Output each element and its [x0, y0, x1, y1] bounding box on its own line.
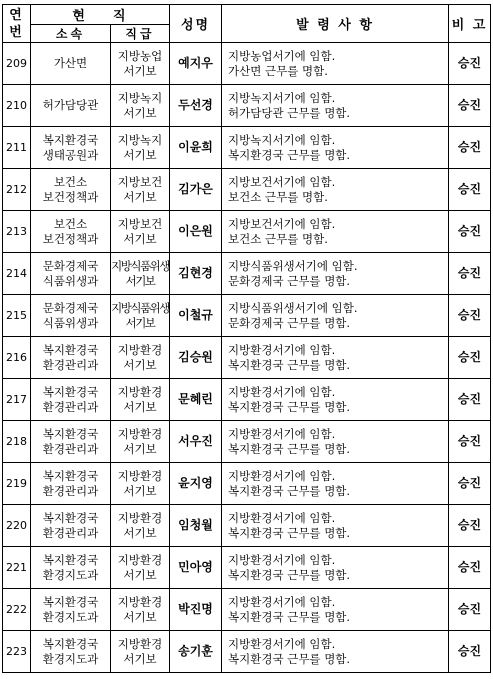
row-dept: [31, 631, 111, 673]
table-row: [3, 547, 491, 589]
row-number: 222: [3, 589, 31, 631]
row-dept: [31, 337, 111, 379]
row-dept-line: 복지환경국: [42, 636, 99, 651]
row-dept: [31, 463, 111, 505]
row-rank-line: 서기보: [125, 315, 155, 330]
row-number: 219: [3, 463, 31, 505]
header-name: 성명: [170, 5, 222, 43]
header-note: 비 고: [449, 5, 491, 43]
table-row: [3, 169, 491, 211]
row-number: 212: [3, 169, 31, 211]
row-order-line: 허가담당관 근무를 명함.: [228, 105, 351, 120]
row-order: [222, 337, 449, 379]
row-name: 윤지영: [170, 463, 222, 505]
table-row: [3, 43, 491, 85]
row-dept-line: 환경지도과: [42, 651, 99, 666]
row-dept-line: 환경지도과: [42, 609, 99, 624]
table-row: [3, 421, 491, 463]
row-dept: [31, 85, 111, 127]
row-rank: [111, 85, 170, 127]
row-name: 박진명: [170, 589, 222, 631]
row-name: 송기훈: [170, 631, 222, 673]
row-number: 214: [3, 253, 31, 295]
row-dept-line: 복지환경국: [42, 468, 99, 483]
row-rank-line: 서기보: [123, 357, 157, 372]
row-note: 승진: [449, 169, 491, 211]
row-number: 223: [3, 631, 31, 673]
row-order-line: 보건소 근무를 명함.: [228, 231, 328, 246]
row-order-line: 문화경제국 근무를 명함.: [228, 315, 351, 330]
appointment-table: [2, 4, 491, 673]
row-rank: [111, 505, 170, 547]
row-note: 승진: [449, 421, 491, 463]
row-order-line: 복지환경국 근무를 명함.: [228, 525, 351, 540]
row-dept-line: 생태공원과: [42, 147, 99, 162]
row-rank-line: 서기보: [123, 63, 157, 78]
row-number: 211: [3, 127, 31, 169]
row-dept-line: 식품위생과: [42, 315, 99, 330]
row-order-line: 지방녹지서기에 임함.: [228, 90, 336, 105]
row-name: 이윤희: [170, 127, 222, 169]
row-dept: [31, 43, 111, 85]
row-rank: [111, 337, 170, 379]
table-row: [3, 295, 491, 337]
row-rank-line: 지방환경: [117, 552, 163, 567]
row-rank-line: 지방환경: [117, 384, 163, 399]
row-order-line: 지방환경서기에 임함.: [228, 342, 336, 357]
row-order-line: 복지환경국 근무를 명함.: [228, 483, 351, 498]
row-dept-line: 복지환경국: [42, 552, 99, 567]
row-order-line: 복지환경국 근무를 명함.: [228, 567, 351, 582]
row-dept-line: 복지환경국: [42, 594, 99, 609]
row-order-line: 지방환경서기에 임함.: [228, 594, 336, 609]
row-dept-line: 문화경제국: [42, 258, 99, 273]
row-order: [222, 85, 449, 127]
row-rank-line: 지방보건: [117, 174, 163, 189]
row-dept: [31, 421, 111, 463]
row-order-line: 지방식품위생서기에 임함.: [228, 258, 358, 273]
row-dept-line: 보건정책과: [42, 189, 99, 204]
row-order: [222, 547, 449, 589]
row-number: 221: [3, 547, 31, 589]
table-header: [3, 5, 491, 43]
row-name: 두선경: [170, 85, 222, 127]
row-order-line: 지방농업서기에 임함.: [228, 48, 336, 63]
row-rank-line: 지방환경: [117, 426, 163, 441]
row-order-line: 지방식품위생서기에 임함.: [228, 300, 358, 315]
row-order-line: 보건소 근무를 명함.: [228, 189, 328, 204]
row-dept-line: 환경관리과: [42, 357, 99, 372]
row-name: 김승원: [170, 337, 222, 379]
row-number: 220: [3, 505, 31, 547]
row-dept: [31, 253, 111, 295]
row-dept-line: 식품위생과: [42, 273, 99, 288]
row-rank-line: 지방환경: [117, 468, 163, 483]
row-order: [222, 421, 449, 463]
row-name: 임청월: [170, 505, 222, 547]
row-rank-line: 서기보: [123, 483, 157, 498]
row-dept: [31, 127, 111, 169]
row-dept: [31, 505, 111, 547]
row-rank-line: 서기보: [123, 441, 157, 456]
row-dept-line: 복지환경국: [42, 510, 99, 525]
row-note: 승진: [449, 85, 491, 127]
row-dept-line: 보건정책과: [42, 231, 99, 246]
row-rank-line: 서기보: [125, 273, 155, 288]
row-rank-line: 서기보: [123, 105, 157, 120]
row-rank-line: 지방환경: [117, 342, 163, 357]
header-order: 발 령 사 항: [222, 5, 449, 43]
row-dept-line: 복지환경국: [42, 384, 99, 399]
row-rank-line: 지방녹지: [117, 132, 163, 147]
row-rank-line: 지방식품위생: [111, 300, 169, 315]
row-rank: [111, 421, 170, 463]
row-order: [222, 211, 449, 253]
row-rank-line: 지방환경: [117, 594, 163, 609]
row-dept: [31, 295, 111, 337]
row-rank-line: 지방녹지: [117, 90, 163, 105]
row-dept: [31, 379, 111, 421]
table-row: [3, 379, 491, 421]
header-current-position: 현 직: [31, 5, 170, 25]
row-note: 승진: [449, 295, 491, 337]
row-rank: [111, 631, 170, 673]
row-order-line: 복지환경국 근무를 명함.: [228, 441, 351, 456]
row-dept-line: 복지환경국: [42, 132, 99, 147]
table-row: [3, 463, 491, 505]
table-row: [3, 505, 491, 547]
row-rank: [111, 127, 170, 169]
row-number: 215: [3, 295, 31, 337]
row-note: 승진: [449, 505, 491, 547]
row-number: 216: [3, 337, 31, 379]
row-order-line: 복지환경국 근무를 명함.: [228, 357, 351, 372]
row-rank-line: 서기보: [123, 609, 157, 624]
row-order-line: 복지환경국 근무를 명함.: [228, 147, 351, 162]
row-name: 김현경: [170, 253, 222, 295]
row-name: 이은원: [170, 211, 222, 253]
row-order-line: 복지환경국 근무를 명함.: [228, 651, 351, 666]
row-order: [222, 631, 449, 673]
row-note: 승진: [449, 589, 491, 631]
row-rank-line: 서기보: [123, 567, 157, 582]
row-order-line: 지방환경서기에 임함.: [228, 468, 336, 483]
row-note: 승진: [449, 379, 491, 421]
row-rank-line: 서기보: [123, 189, 157, 204]
row-order-line: 지방환경서기에 임함.: [228, 426, 336, 441]
row-order-line: 복지환경국 근무를 명함.: [228, 399, 351, 414]
row-rank: [111, 43, 170, 85]
row-order-line: 복지환경국 근무를 명함.: [228, 609, 351, 624]
row-order-line: 지방보건서기에 임함.: [228, 174, 336, 189]
table-row: [3, 211, 491, 253]
row-name: 서우진: [170, 421, 222, 463]
row-order-line: 지방환경서기에 임함.: [228, 552, 336, 567]
row-number: 213: [3, 211, 31, 253]
table-body: [3, 43, 491, 673]
row-dept-line: 복지환경국: [42, 426, 99, 441]
row-note: 승진: [449, 43, 491, 85]
row-note: 승진: [449, 127, 491, 169]
row-order-line: 지방환경서기에 임함.: [228, 636, 336, 651]
row-order: [222, 169, 449, 211]
row-dept: [31, 547, 111, 589]
table-row: [3, 589, 491, 631]
table-row: [3, 631, 491, 673]
row-rank: [111, 253, 170, 295]
row-note: 승진: [449, 547, 491, 589]
row-rank: [111, 589, 170, 631]
header-no: 연 번: [3, 5, 31, 43]
table-row: [3, 253, 491, 295]
row-dept-line: 보건소: [53, 216, 88, 231]
row-note: 승진: [449, 337, 491, 379]
row-order: [222, 127, 449, 169]
row-order-line: 문화경제국 근무를 명함.: [228, 273, 351, 288]
row-order: [222, 253, 449, 295]
table-row: [3, 337, 491, 379]
row-order-line: 가산면 근무를 명함.: [228, 63, 328, 78]
row-dept-line: 복지환경국: [42, 342, 99, 357]
row-order: [222, 43, 449, 85]
row-rank-line: 서기보: [123, 399, 157, 414]
row-name: 예지우: [170, 43, 222, 85]
row-note: 승진: [449, 631, 491, 673]
row-order-line: 지방보건서기에 임함.: [228, 216, 336, 231]
row-rank-line: 서기보: [123, 147, 157, 162]
row-dept-line: 보건소: [53, 174, 88, 189]
row-note: 승진: [449, 463, 491, 505]
row-dept-line: 가산면: [53, 56, 88, 70]
row-number: 210: [3, 85, 31, 127]
table-row: [3, 127, 491, 169]
row-order: [222, 295, 449, 337]
row-rank: [111, 211, 170, 253]
row-dept-line: 환경관리과: [42, 525, 99, 540]
row-name: 문혜린: [170, 379, 222, 421]
row-dept: [31, 169, 111, 211]
row-rank: [111, 379, 170, 421]
header-rank: 직급: [111, 25, 170, 43]
row-rank-line: 지방보건: [117, 216, 163, 231]
row-dept-line: 허가담당관: [42, 98, 99, 112]
row-number: 218: [3, 421, 31, 463]
row-number: 209: [3, 43, 31, 85]
row-rank-line: 지방식품위생: [111, 258, 169, 273]
row-rank-line: 지방환경: [117, 510, 163, 525]
row-rank: [111, 295, 170, 337]
row-order-line: 지방환경서기에 임함.: [228, 510, 336, 525]
row-rank: [111, 547, 170, 589]
row-rank-line: 지방환경: [117, 636, 163, 651]
row-order: [222, 463, 449, 505]
row-order-line: 지방환경서기에 임함.: [228, 384, 336, 399]
row-order-line: 지방녹지서기에 임함.: [228, 132, 336, 147]
row-dept-line: 문화경제국: [42, 300, 99, 315]
row-rank: [111, 463, 170, 505]
row-dept-line: 환경지도과: [42, 567, 99, 582]
row-name: 김가은: [170, 169, 222, 211]
row-name: 민아영: [170, 547, 222, 589]
row-order: [222, 505, 449, 547]
row-number: 217: [3, 379, 31, 421]
row-dept-line: 환경관리과: [42, 399, 99, 414]
table-row: [3, 85, 491, 127]
row-rank: [111, 169, 170, 211]
row-note: 승진: [449, 211, 491, 253]
row-note: 승진: [449, 253, 491, 295]
row-dept-line: 환경관리과: [42, 441, 99, 456]
row-rank-line: 지방농업: [117, 48, 163, 63]
row-rank-line: 서기보: [123, 651, 157, 666]
row-order: [222, 589, 449, 631]
header-dept: 소속: [31, 25, 111, 43]
row-name: 이철규: [170, 295, 222, 337]
row-rank-line: 서기보: [123, 525, 157, 540]
row-order: [222, 379, 449, 421]
row-dept: [31, 589, 111, 631]
row-dept-line: 환경관리과: [42, 483, 99, 498]
row-rank-line: 서기보: [123, 231, 157, 246]
row-dept: [31, 211, 111, 253]
